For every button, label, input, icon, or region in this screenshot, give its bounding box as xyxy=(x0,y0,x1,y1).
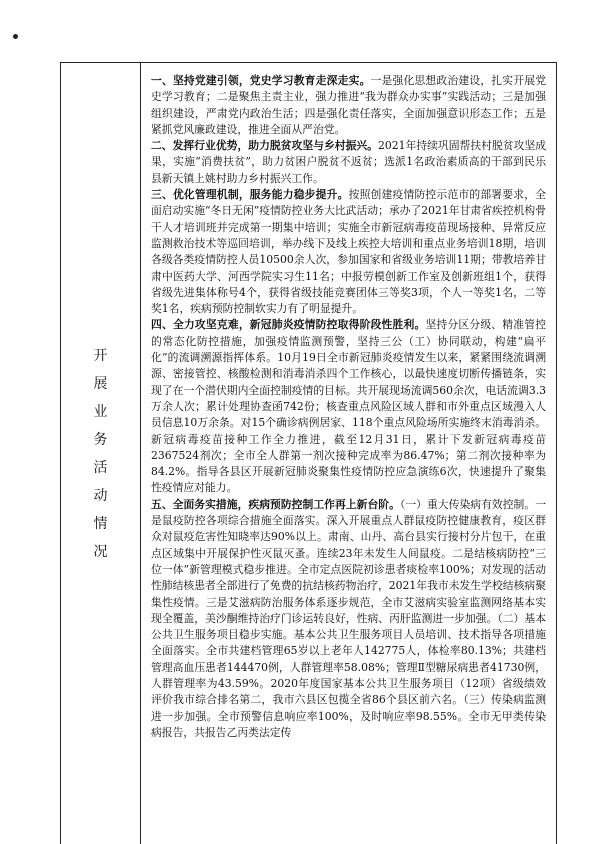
paragraph-body: 按照创建疫情防控示范市的部署要求，全面启动实施“冬日无闲”疫情防控业务大比武活动；承办了2021年甘肃省疾控机构骨干人才培训班并完成第一期集中培训；实施全市新冠病毒疫苗现场接种、异常反应监测救治技术等巡回培训，举办线下及线上疾控大培训和重点业务培训18期，培训各级各类疫情防控人员10500余人次，参加国家和省级业务培训11期；带教培养甘肃中医药大学、河西学院实习生11名；中报劳模创新工作室及创新班组1个，获得省级先进集体称号4个，获得省级技能竞赛团体三等奖3项，个人一等奖1名，二等奖1名，疾病预防控制软实力有了明显提升。 xyxy=(151,188,547,316)
activity-table xyxy=(60,62,557,844)
paragraph-management xyxy=(151,187,546,317)
side-label-char: 情 xyxy=(93,515,108,532)
paragraph-heading: 一、坚持党建引领，党史学习教育走深走实。 xyxy=(151,74,371,87)
side-label-char: 展 xyxy=(93,375,108,392)
side-label-char: 开 xyxy=(93,347,108,364)
paragraph-heading: 二、发挥行业优势，助力脱贫攻坚与乡村振兴。 xyxy=(151,139,378,153)
paragraph-rural-revitalization xyxy=(151,138,546,187)
paragraph-covid-control xyxy=(151,317,546,496)
side-label-char: 业 xyxy=(93,403,108,420)
side-label xyxy=(94,342,108,566)
scan-dot xyxy=(13,34,18,39)
paragraph-body: 坚持分区分级、精准管控的常态化防控措施，加强疫情监测预警，坚持三公（工）协同联动，构建“扁平化”的流调溯源指挥体系。10月19日全市新冠肺炎疫情发生以来，紧紧围绕流调溯源、密接管控、核酸检测和消毒消杀四个工作核心，以最快速度切断传播链条，实现了在一个潜伏期内全面控制疫情的目标。共开展现场流调560余次，电话流调3.3万余人次；累计处理协查函742份；核查重点风险区域人群和市外重点区域漫入人员信息10万余条。对15个确诊病例居家、118个重点风险场所实施终末消毒消杀。新冠病毒疫苗接种工作全力推进，截至12月31日，累计下发新冠病毒疫苗2367524剂次；全市全人群第一剂次接种完成率为86.47%；第二剂次接种率为84.2%。指导各县区开展新冠肺炎聚集性疫情防控应急演练6次，快速提升了聚集性疫情应对能力。 xyxy=(151,318,547,495)
side-label-cell xyxy=(61,63,141,844)
paragraph-body: 一是强化思想政治建设，扎实开展党史学习教育；二是聚焦主责主业，强力推进“我为群众办实事”实践活动；三是加强组织建设，严肃党内政治生活；四是强化责任落实，全面加强意识形态工作；五是紧抓党风廉政建设，推进全面从严治党。 xyxy=(151,74,547,136)
side-label-char: 务 xyxy=(93,431,108,448)
content-cell xyxy=(141,63,556,844)
paragraph-body: （一）重大传染病有效控制。一是鼠疫防控各项综合措施全面落实。深入开展重点人群鼠疫防控健康教育，疫区群众对鼠疫危害性知晓率达90%以上。肃南、山丹、高台县实行接村分片包干，在重点区域集中开展保护性灭鼠灭蚤。连续23年未发生人间鼠疫。二是结核病防控“三位一体”新管理模式稳步推进。全市定点医院初诊患者痰检率100%；对发现的活动性肺结核患者全部进行了免费的抗结核药物治疗，2021年我市未发生学校结核病聚集性疫情。三是艾滋病防治服务体系逐步规范，全市艾滋病实验室监测网络基本实现全覆盖，美沙酮维持治疗门诊运转良好，性病、丙肝监测进一步加强。（二）基本公共卫生服务项目稳步实施。基本公共卫生服务项目人员培训、技术指导各项措施全面落实。全市共建档管理65岁以上老年人142775人，体检率80.13%；共建档管理高血压患者144470例，人群管理率58.08%；管理Ⅱ型糖尿病患者41730例，人群管理率为43.59%。2020年度国家基本公共卫生服务项目（12项）省级绩效评价我市综合排名第二，我市六县区包揽全省86个县区前六名。（三）传染病监测进一步加强。全市预警信息响应率100%，及时响应率98.55%。全市无甲类传染病报告，共报告乙丙类法定传 xyxy=(151,497,546,739)
side-label-char: 活 xyxy=(93,459,108,476)
paragraph-heading: 四、全力攻坚克难，新冠肺炎疫情防控取得阶段性胜利。 xyxy=(151,318,426,332)
paragraph-disease-prevention xyxy=(151,497,546,741)
paragraph-heading: 三、优化管理机制，服务能力稳步提升。 xyxy=(151,188,349,202)
paragraph-party-building xyxy=(151,73,546,138)
side-label-char: 况 xyxy=(93,543,108,560)
side-label-char: 动 xyxy=(93,487,108,504)
paragraph-heading: 五、全面务实措施，疾病预防控制工作再上新台阶。 xyxy=(151,497,400,511)
paragraph-body: 2021年持续巩固帮扶村脱贫攻坚成果，实施“消费扶贫”，助力贫困户脱贫不返贫；选派1名政治素质高的干部到民乐县新天镇上姚村助力乡村振兴工作。 xyxy=(151,139,546,185)
